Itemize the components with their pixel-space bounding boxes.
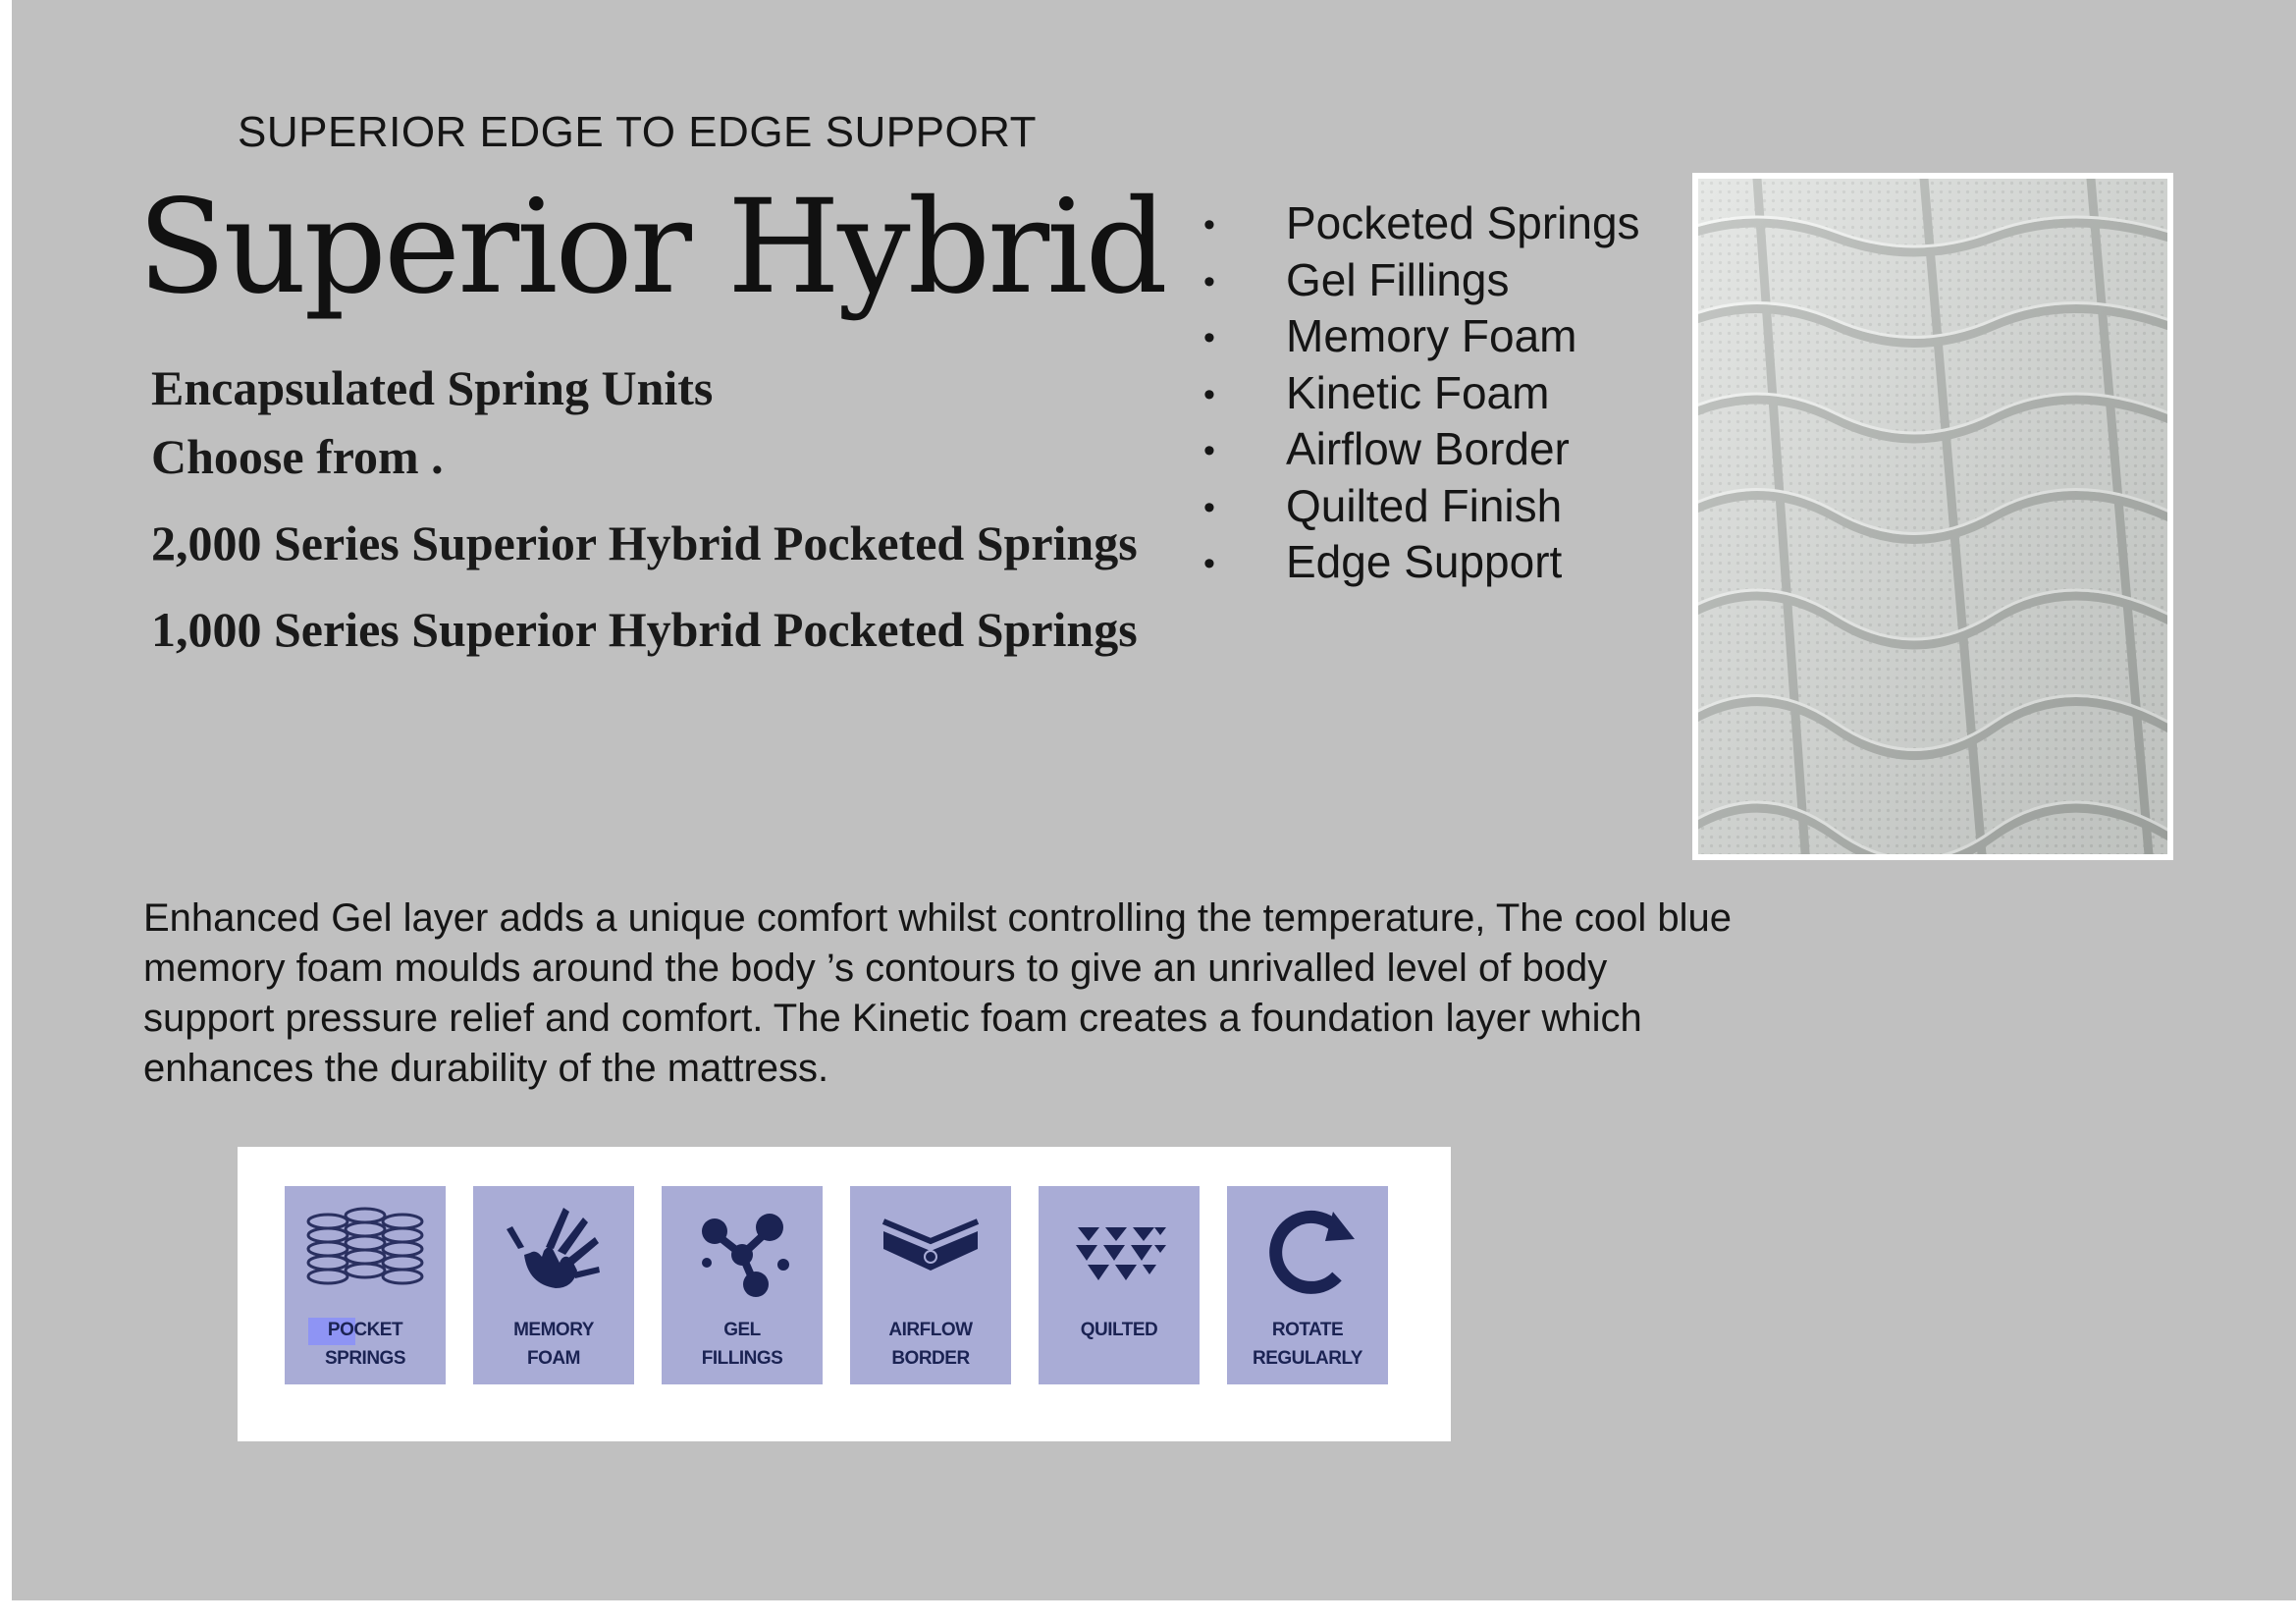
- pocket-springs-icon: [296, 1194, 434, 1312]
- bullet: •: [1203, 375, 1215, 413]
- feature-label: Airflow Border: [1286, 423, 1570, 474]
- icon-caption: ROTATE REGULARLY: [1253, 1320, 1362, 1369]
- mattress-fabric-photo: [1692, 173, 2173, 860]
- tile-pocket-springs: [285, 1186, 446, 1384]
- feature-label: Quilted Finish: [1286, 479, 1563, 531]
- subheading-spring-units: Encapsulated Spring Units: [151, 360, 714, 415]
- feature-icon-strip: [238, 1147, 1451, 1441]
- quilted-fabric-image: [1698, 179, 2167, 854]
- tile-rotate-regularly: [1227, 1186, 1388, 1384]
- feature-label: Edge Support: [1286, 536, 1563, 587]
- subheading-choose-from: Choose from .: [151, 429, 444, 484]
- feature-label: Kinetic Foam: [1286, 366, 1550, 418]
- rotate-regularly-icon: [1239, 1194, 1376, 1312]
- product-title: Superior Hybrid: [137, 172, 1165, 323]
- bullet: •: [1203, 488, 1215, 526]
- bullet: •: [1203, 206, 1215, 244]
- feature-label: Memory Foam: [1286, 310, 1577, 361]
- product-description: Enhanced Gel layer adds a unique comfort whilst controlling the temperature, The cool blue memory foam moulds around the body ’s contours to give an unrivalled level of body support pressure relief and comfort. The Kinetic foam creates a foundation layer which enhances the durability of the mattress.: [143, 896, 1732, 1090]
- page-panel: [12, 0, 2296, 1600]
- icon-caption: MEMORY FOAM: [513, 1320, 594, 1369]
- tile-gel-fillings: [662, 1186, 823, 1384]
- tile-quilted: [1039, 1186, 1200, 1384]
- kicker-heading: SUPERIOR EDGE TO EDGE SUPPORT: [238, 108, 1038, 156]
- icon-caption: QUILTED: [1080, 1320, 1158, 1340]
- feature-label: Gel Fillings: [1286, 253, 1510, 305]
- tile-memory-foam: [473, 1186, 634, 1384]
- feature-label: Pocketed Springs: [1286, 197, 1640, 248]
- bullet: •: [1203, 262, 1215, 300]
- bullet: •: [1203, 319, 1215, 356]
- tile-airflow-border: [850, 1186, 1011, 1384]
- option-1000-series: 1,000 Series Superior Hybrid Pocketed Springs: [151, 602, 1138, 657]
- icon-caption: POCKET SPRINGS: [324, 1320, 406, 1369]
- memory-foam-icon: [485, 1194, 622, 1312]
- icon-caption: AIRFLOW BORDER: [888, 1320, 973, 1369]
- quilted-icon: [1050, 1194, 1188, 1312]
- option-2000-series: 2,000 Series Superior Hybrid Pocketed Springs: [151, 515, 1138, 570]
- bullet: •: [1203, 432, 1215, 469]
- bullet: •: [1203, 545, 1215, 582]
- airflow-border-icon: [862, 1194, 999, 1312]
- icon-caption: GEL FILLINGS: [701, 1320, 783, 1369]
- gel-fillings-icon: [673, 1194, 811, 1312]
